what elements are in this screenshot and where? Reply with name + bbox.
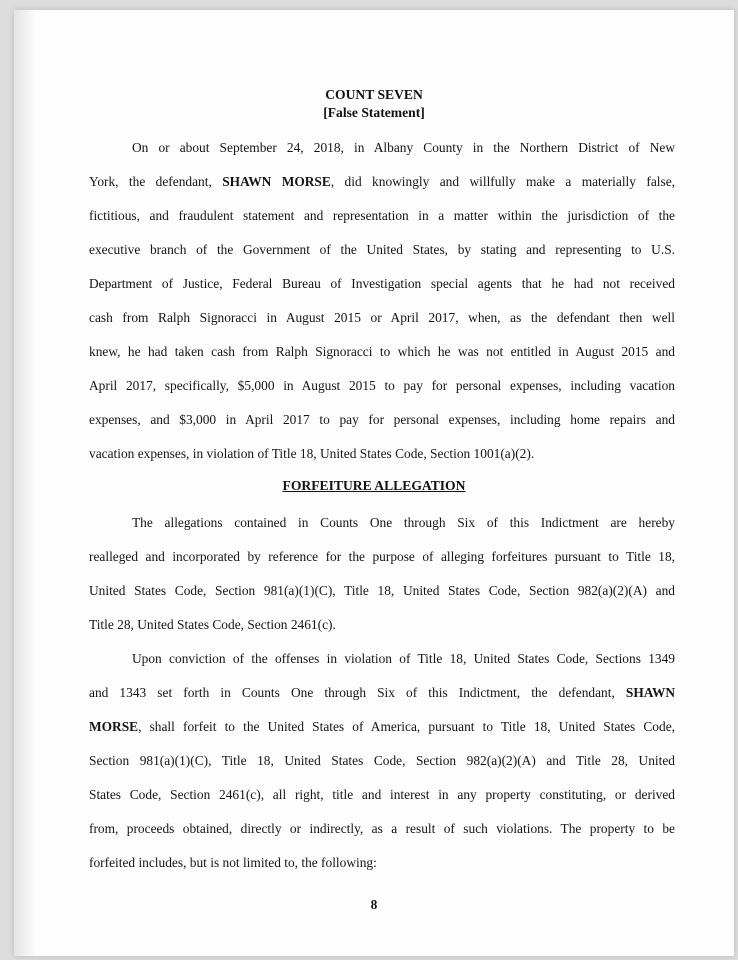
defendant-name: SHAWN MORSE: [222, 174, 331, 189]
paragraph-line: Section 981(a)(1)(C), Title 18, United States Code, Section 982(a)(2)(A) and Title 28, United: [89, 753, 675, 768]
paragraph-line: realleged and incorporated by reference for the purpose of alleging forfeitures pursuant to Title 18,: [89, 549, 675, 564]
paragraph-line: vacation expenses, in violation of Title 18, United States Code, Section 1001(a)(2).: [89, 446, 535, 461]
page-number: 8: [370, 897, 378, 912]
paragraph-line: Upon conviction of the offenses in violation of Title 18, United States Code, Sections 1349: [132, 651, 675, 666]
paragraph-line: fictitious, and fraudulent statement and representation in a matter within the jurisdiction of the: [89, 208, 675, 223]
paragraph-line: Department of Justice, Federal Bureau of Investigation special agents that he had not received: [89, 276, 675, 291]
paragraph-line: York, the defendant, SHAWN MORSE, did knowingly and willfully make a materially false,: [89, 174, 675, 189]
paragraph-line: forfeited includes, but is not limited to, the following:: [89, 855, 377, 870]
paragraph-line: MORSE, shall forfeit to the United States of America, pursuant to Title 18, United States Code,: [89, 719, 675, 734]
paragraph-line: executive branch of the Government of the United States, by stating and representing to U.S.: [89, 242, 675, 257]
paragraph-line: Title 28, United States Code, Section 2461(c).: [89, 617, 336, 632]
defendant-name: MORSE: [89, 719, 139, 734]
paragraph-line: States Code, Section 2461(c), all right, title and interest in any property constituting, or derived: [89, 787, 675, 802]
paragraph-line: The allegations contained in Counts One through Six of this Indictment are hereby: [132, 515, 675, 530]
paragraph-line: knew, he had taken cash from Ralph Signoracci to which he was not entitled in August 2015 and: [89, 344, 675, 359]
paragraph-line: expenses, and $3,000 in April 2017 to pay for personal expenses, including home repairs and: [89, 412, 675, 427]
forfeiture-title: FORFEITURE ALLEGATION: [282, 478, 466, 493]
paragraph-line: cash from Ralph Signoracci in August 2015 or April 2017, when, as the defendant then well: [89, 310, 675, 325]
paragraph-line: from, proceeds obtained, directly or indirectly, as a result of such violations. The property to be: [89, 821, 675, 836]
paragraph-line: April 2017, specifically, $5,000 in August 2015 to pay for personal expenses, including vacation: [89, 378, 675, 393]
defendant-name: SHAWN: [625, 685, 675, 700]
paragraph-line: and 1343 set forth in Counts One through Six of this Indictment, the defendant, SHAWN: [89, 685, 675, 700]
paragraph-line: United States Code, Section 981(a)(1)(C), Title 18, United States Code, Section 982(a)(2)(A) and: [89, 583, 675, 598]
document-page: [14, 10, 734, 956]
count-subtitle: [False Statement]: [323, 105, 425, 120]
count-title: COUNT SEVEN: [325, 87, 423, 102]
paragraph-line: On or about September 24, 2018, in Albany County in the Northern District of New: [132, 140, 675, 155]
